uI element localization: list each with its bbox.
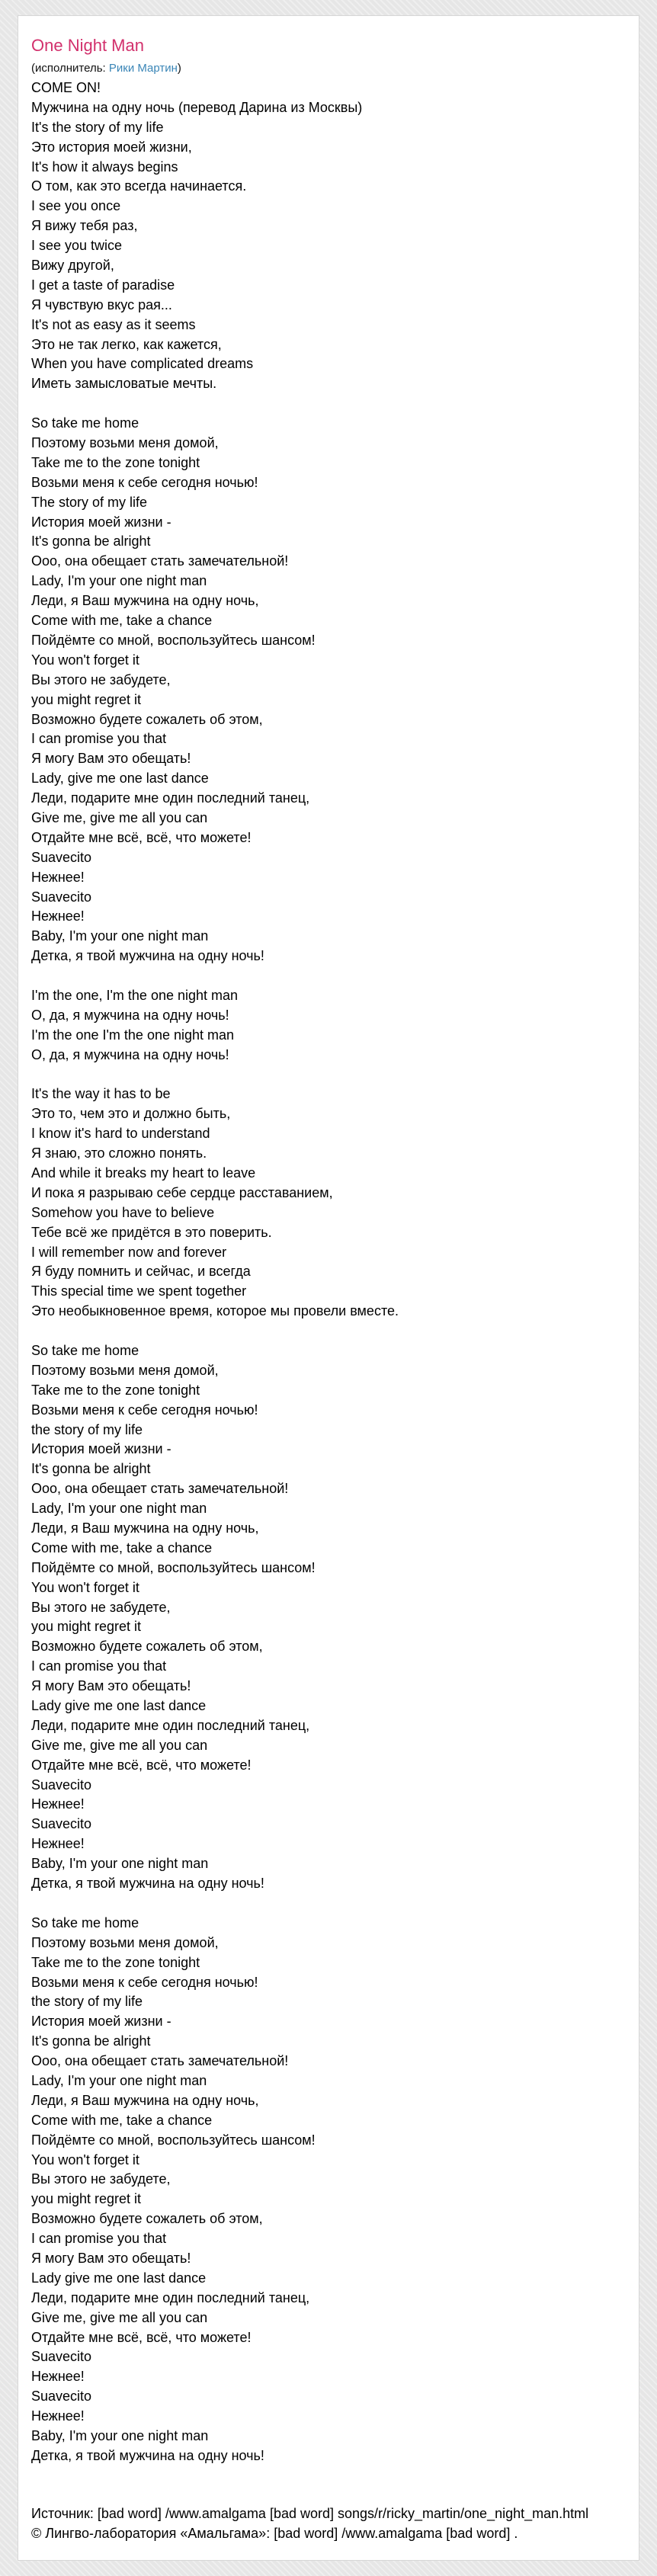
lyric-line: Тебе всё же придётся в это поверить. (31, 1224, 272, 1240)
artist-line (31, 61, 181, 76)
lyric-line: Ооо, она обещает стать замечательной! (31, 553, 289, 569)
lyric-line: I can promise you that (31, 2231, 167, 2247)
lyric-line: Нежнее! (31, 1796, 85, 1812)
lyric-line: Пойдёмте со мной, воспользуйтесь шансом! (31, 1559, 316, 1575)
lyric-line: История моей жизни - (31, 1441, 171, 1457)
lyric-line: Вижу другой, (31, 258, 114, 274)
lyric-line: Леди, подарите мне один последний танец, (31, 790, 310, 806)
lyric-line: This special time we spent together (31, 1283, 247, 1299)
lyric-line: I can promise you that (31, 731, 167, 747)
lyric-line: Возьми меня к себе сегодня ночью! (31, 474, 258, 490)
lyric-line: Леди, я Ваш мужчина на одну ночь, (31, 1520, 259, 1536)
artist-prefix: (исполнитель: (31, 62, 109, 75)
artist-suffix: ) (177, 62, 181, 75)
lyric-line: Детка, я твой мужчина на одну ночь! (31, 1876, 264, 1892)
lyric-line: Возьми меня к себе сегодня ночью! (31, 1402, 258, 1418)
lyric-line: Детка, я твой мужчина на одну ночь! (31, 948, 264, 964)
lyric-line: Пойдёмте со мной, воспользуйтесь шансом! (31, 2132, 316, 2148)
lyric-line: Возьми меня к себе сегодня ночью! (31, 1974, 258, 1990)
lyric-line: Я могу Вам это обещать! (31, 751, 191, 767)
lyric-line: Нежнее! (31, 2369, 85, 2385)
lyric-line: Suavecito (31, 2389, 92, 2405)
lyric-line: I know it's hard to understand (31, 1126, 210, 1142)
lyric-line: Нежнее! (31, 908, 85, 924)
artist-link[interactable]: Рики Мартин (108, 62, 178, 75)
lyric-line: Come with me, take a chance (31, 613, 213, 629)
lyric-line: Я могу Вам это обещать! (31, 2250, 191, 2266)
lyric-line: Somehow you have to believe (31, 1204, 215, 1220)
lyric-line: Baby, I'm your one night man (31, 928, 209, 944)
lyric-line: When you have complicated dreams (31, 356, 254, 372)
lyric-line: О, да, я мужчина на одну ночь! (31, 1007, 229, 1023)
lyric-line: Ооо, она обещает стать замечательной! (31, 2053, 289, 2069)
lyric-line: Lady, I'm your one night man (31, 2072, 207, 2088)
lyric-line: So take me home (31, 415, 139, 431)
lyric-line: Я чувствую вкус рая... (31, 296, 172, 312)
lyric-line: Suavecito (31, 849, 92, 865)
lyric-line: Lady, give me one last dance (31, 771, 209, 787)
lyric-line: It's not as easy as it seems (31, 316, 196, 332)
lyric-line: It's how it always begins (31, 159, 178, 175)
lyric-line: Это необыкновенное время, которое мы провели вместе. (31, 1303, 399, 1319)
lyric-line: Take me to the zone tonight (31, 1382, 200, 1398)
lyric-line: О том, как это всегда начинается. (31, 178, 247, 194)
stanza-break (31, 1894, 639, 1914)
lyric-line: I can promise you that (31, 1658, 167, 1674)
lyric-line: Я буду помнить и сейчас, и всегда (31, 1264, 251, 1280)
lyric-line: Возможно будете сожалеть об этом, (31, 1639, 263, 1655)
lyric-line: Возможно будете сожалеть об этом, (31, 2211, 263, 2227)
lyric-line: Suavecito (31, 2349, 92, 2365)
lyric-line: Вы этого не забудете, (31, 1599, 171, 1615)
lyric-line: Baby, I'm your one night man (31, 2427, 209, 2443)
lyric-line: You won't forget it (31, 2151, 139, 2167)
lyric-line: Вы этого не забудете, (31, 671, 171, 687)
lyric-line: Нежнее! (31, 869, 85, 885)
lyric-line: Baby, I'm your one night man (31, 1856, 209, 1872)
song-title: One Night Man (31, 36, 144, 55)
lyric-line: Come with me, take a chance (31, 2112, 213, 2128)
lyric-line: Детка, я твой мужчина на одну ночь! (31, 2447, 264, 2463)
lyric-line: История моей жизни - (31, 514, 171, 530)
stanza-break (31, 1065, 639, 1085)
lyric-line: I'm the one, I'm the one night man (31, 987, 239, 1003)
lyric-line: Ооо, она обещает стать замечательной! (31, 1481, 289, 1497)
lyric-line: I'm the one I'm the one night man (31, 1027, 235, 1043)
lyric-line: Suavecito (31, 889, 92, 905)
lyric-line: You won't forget it (31, 652, 139, 668)
lyric-line: Suavecito (31, 1777, 92, 1793)
lyric-line: Lady give me one last dance (31, 2270, 207, 2286)
lyric-line: And while it breaks my heart to leave (31, 1165, 256, 1181)
lyric-line: It's gonna be alright (31, 1461, 151, 1477)
lyric-line: Come with me, take a chance (31, 1540, 213, 1556)
lyric-line: It's gonna be alright (31, 533, 151, 549)
lyric-line: Леди, подарите мне один последний танец, (31, 1717, 310, 1733)
lyric-line: Это история моей жизни, (31, 139, 192, 155)
source-line: Источник: [bad word] /www.amalgama [bad word] songs/r/ricky_martin/one_night_man.html (31, 2506, 589, 2521)
lyrics-text (31, 78, 639, 2466)
lyric-line: You won't forget it (31, 1579, 139, 1595)
lyric-line: Я вижу тебя раз, (31, 218, 138, 234)
lyric-line: И пока я разрываю себе сердце расставанием, (31, 1184, 333, 1200)
lyric-line: История моей жизни - (31, 2014, 171, 2030)
lyric-line: Я могу Вам это обещать! (31, 1678, 191, 1694)
lyric-line: I will remember now and forever (31, 1244, 227, 1260)
stanza-break (31, 394, 639, 414)
lyric-line: Нежнее! (31, 1836, 85, 1852)
lyric-line: I see you twice (31, 238, 123, 254)
lyric-line: Нежнее! (31, 2408, 85, 2424)
lyric-line: It's the story of my life (31, 119, 164, 135)
lyric-line: Пойдёмте со мной, воспользуйтесь шансом! (31, 632, 316, 648)
lyric-line: Give me, give me all you can (31, 2309, 208, 2325)
lyric-line: Take me to the zone tonight (31, 454, 200, 470)
lyric-line: Give me, give me all you can (31, 809, 208, 825)
lyric-line: Леди, я Ваш мужчина на одну ночь, (31, 593, 259, 609)
lyric-line: Это не так легко, как кажется, (31, 336, 222, 352)
lyric-line: I see you once (31, 198, 121, 214)
lyric-line: COME ON! (31, 80, 101, 95)
lyric-line: It's the way it has to be (31, 1086, 171, 1102)
stanza-break (31, 966, 639, 986)
lyric-line: Леди, я Ваш мужчина на одну ночь, (31, 2092, 259, 2108)
lyric-line: Я знаю, это сложно понять. (31, 1145, 207, 1161)
copyright-line: © Лингво-лаборатория «Амальгама»: [bad word] /www.amalgama [bad word] . (31, 2526, 518, 2541)
stanza-break (31, 1322, 639, 1341)
lyric-line: Lady, I'm your one night man (31, 573, 207, 589)
lyric-line: Отдайте мне всё, всё, что можете! (31, 1757, 252, 1773)
lyric-line: The story of my life (31, 494, 148, 510)
lyric-line: Take me to the zone tonight (31, 1954, 200, 1970)
lyric-line: Lady, I'm your one night man (31, 1501, 207, 1517)
lyric-line: О, да, я мужчина на одну ночь! (31, 1046, 229, 1062)
lyric-line: Поэтому возьми меня домой, (31, 1362, 219, 1378)
lyric-line: the story of my life (31, 1421, 143, 1437)
lyric-line: Иметь замысловатые мечты. (31, 376, 217, 392)
lyric-line: Suavecito (31, 1816, 92, 1832)
lyrics-card (18, 15, 639, 2561)
lyric-line: Отдайте мне всё, всё, что можете! (31, 2329, 252, 2345)
lyric-line: I get a taste of paradise (31, 277, 175, 293)
source-block (31, 2504, 639, 2543)
lyric-line: you might regret it (31, 2191, 142, 2207)
lyric-line: Вы этого не забудете, (31, 2171, 171, 2187)
lyric-line: So take me home (31, 1914, 139, 1930)
lyric-line: It's gonna be alright (31, 2033, 151, 2049)
lyric-line: Леди, подарите мне один последний танец, (31, 2289, 310, 2305)
lyric-line: Отдайте мне всё, всё, что можете! (31, 829, 252, 845)
lyric-line: you might regret it (31, 691, 142, 707)
lyric-line: Lady give me one last dance (31, 1698, 207, 1714)
lyric-line: Поэтому возьми меня домой, (31, 435, 219, 451)
lyric-line: Возможно будете сожалеть об этом, (31, 711, 263, 727)
lyric-line: the story of my life (31, 1994, 143, 2010)
lyric-line: Мужчина на одну ночь (перевод Дарина из Москвы) (31, 99, 363, 115)
lyric-line: you might regret it (31, 1619, 142, 1635)
lyric-line: Поэтому возьми меня домой, (31, 1934, 219, 1950)
lyric-line: Give me, give me all you can (31, 1737, 208, 1753)
lyric-line: Это то, чем это и должно быть, (31, 1106, 231, 1122)
lyric-line: So take me home (31, 1343, 139, 1358)
